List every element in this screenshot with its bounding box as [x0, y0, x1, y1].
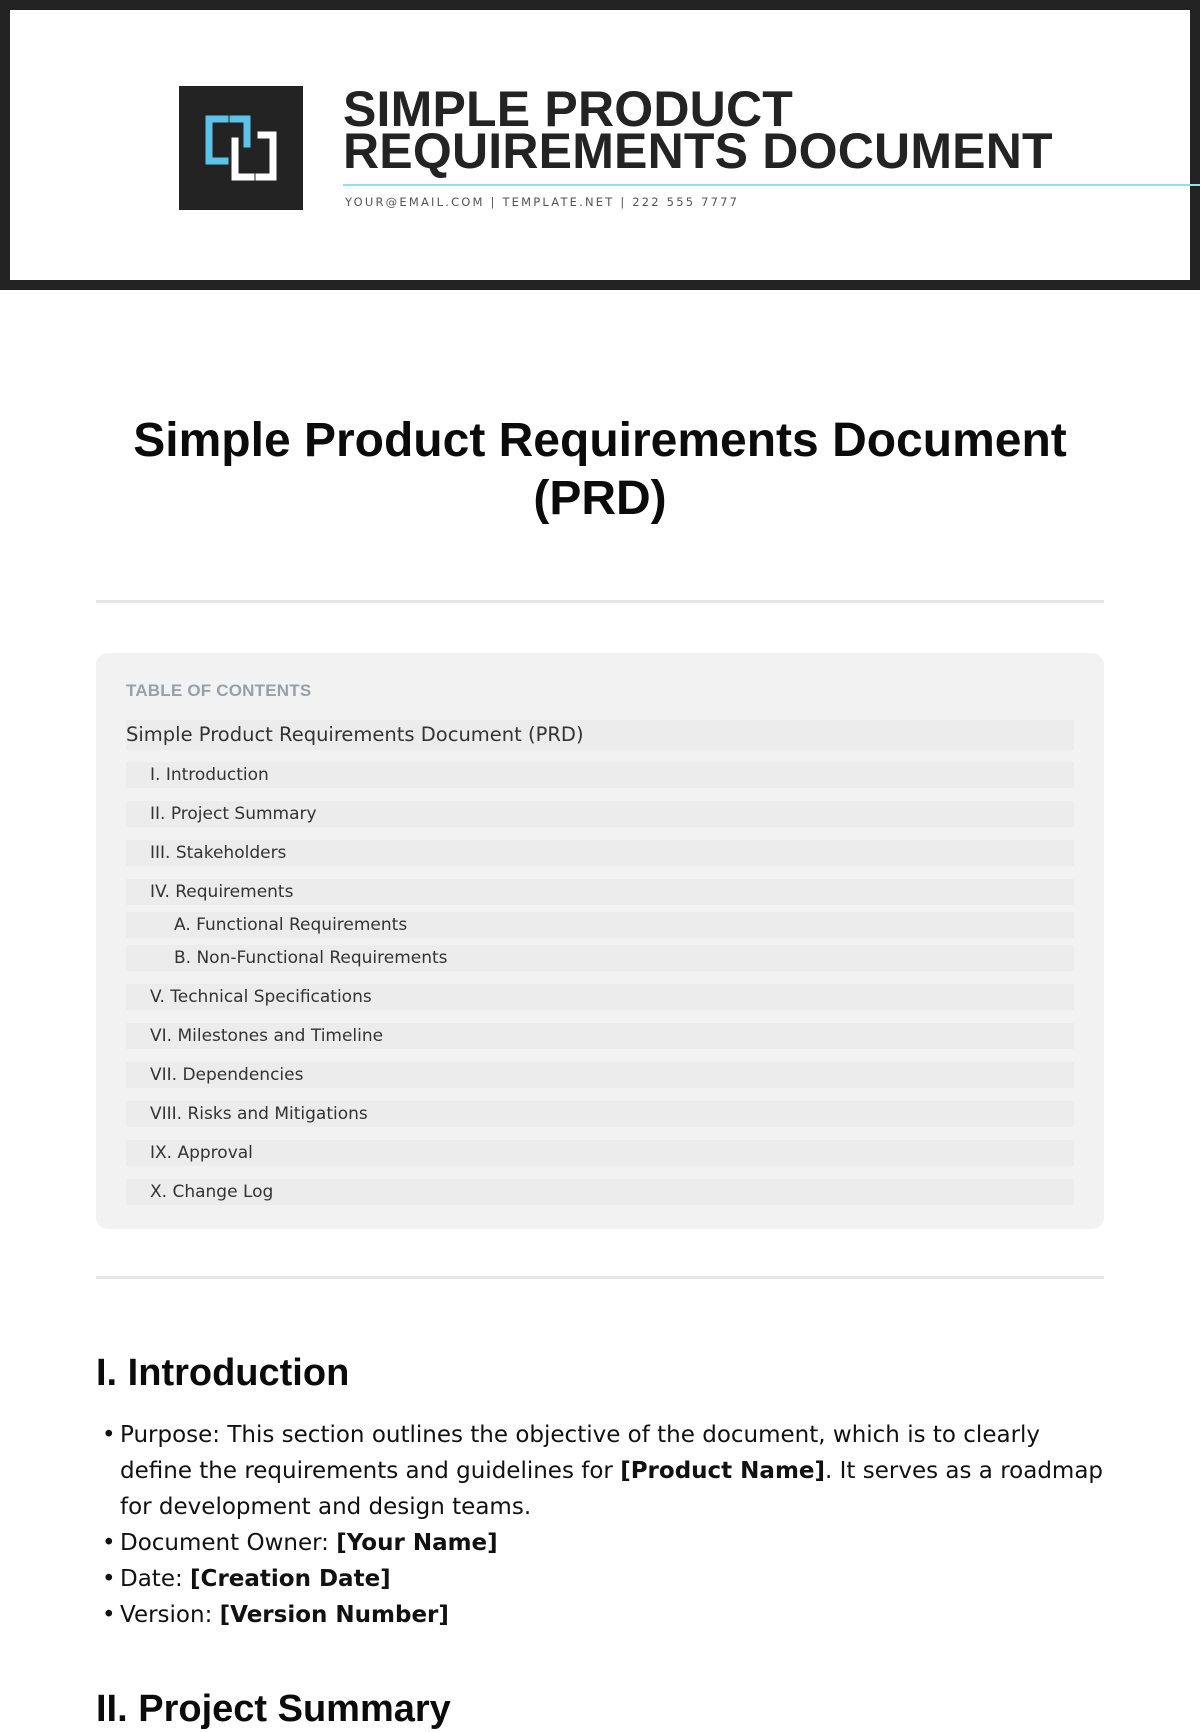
bracket-logo-icon — [179, 86, 303, 210]
toc-link-dependencies[interactable]: VII. Dependencies — [126, 1062, 1074, 1088]
toc-link-risks-mitigations[interactable]: VIII. Risks and Mitigations — [126, 1101, 1074, 1127]
owner-label: Document Owner: — [120, 1530, 337, 1556]
section-title-introduction: I. Introduction — [96, 1352, 350, 1394]
banner-accent-rule — [343, 184, 1200, 186]
toc-link-stakeholders[interactable]: III. Stakeholders — [126, 840, 1074, 866]
header-banner — [0, 0, 1200, 290]
list-item-purpose — [96, 1417, 1104, 1525]
list-item-owner — [96, 1525, 1104, 1561]
product-name-placeholder: [Product Name] — [620, 1458, 826, 1484]
purpose-text-end: . It serves as a roadmap for development and design teams. — [120, 1458, 1104, 1520]
purpose-text: Purpose: This section outlines the objective of the document, which is to clearly define the requirements and guidelines for — [120, 1422, 1041, 1484]
introduction-list — [96, 1417, 1104, 1633]
section-title-project-summary: II. Project Summary — [96, 1688, 451, 1730]
toc-link-approval[interactable]: IX. Approval — [126, 1140, 1074, 1166]
banner-title-line-1: SIMPLE PRODUCT — [343, 81, 794, 137]
version-value: [Version Number] — [219, 1602, 449, 1628]
toc-link-project-summary[interactable]: II. Project Summary — [126, 801, 1074, 827]
toc-link-milestones-timeline[interactable]: VI. Milestones and Timeline — [126, 1023, 1074, 1049]
toc-heading: TABLE OF CONTENTS — [126, 681, 312, 700]
date-value: [Creation Date] — [190, 1566, 391, 1592]
toc-link-technical-specifications[interactable]: V. Technical Specifications — [126, 984, 1074, 1010]
toc-link-functional-requirements[interactable]: A. Functional Requirements — [126, 912, 1074, 938]
toc-link-change-log[interactable]: X. Change Log — [126, 1179, 1074, 1205]
divider — [96, 1276, 1104, 1279]
table-of-contents — [96, 653, 1104, 1229]
logo — [179, 86, 303, 210]
toc-link-introduction[interactable]: I. Introduction — [126, 762, 1074, 788]
contact-info: YOUR@EMAIL.COM | TEMPLATE.NET | 222 555 7777 — [345, 195, 740, 209]
owner-value: [Your Name] — [336, 1530, 498, 1556]
divider — [96, 600, 1104, 603]
version-label: Version: — [120, 1602, 220, 1628]
document-title: Simple Product Requirements Document (PRD) — [133, 414, 1067, 525]
toc-link-requirements[interactable]: IV. Requirements — [126, 879, 1074, 905]
banner-title — [343, 81, 1053, 179]
banner-title-line-2: REQUIREMENTS DOCUMENT — [343, 123, 1053, 179]
toc-link-document-title[interactable]: Simple Product Requirements Document (PRD) — [126, 720, 1074, 750]
list-item-version — [96, 1597, 1104, 1633]
toc-link-non-functional-requirements[interactable]: B. Non-Functional Requirements — [126, 945, 1074, 971]
date-label: Date: — [120, 1566, 191, 1592]
list-item-date — [96, 1561, 1104, 1597]
